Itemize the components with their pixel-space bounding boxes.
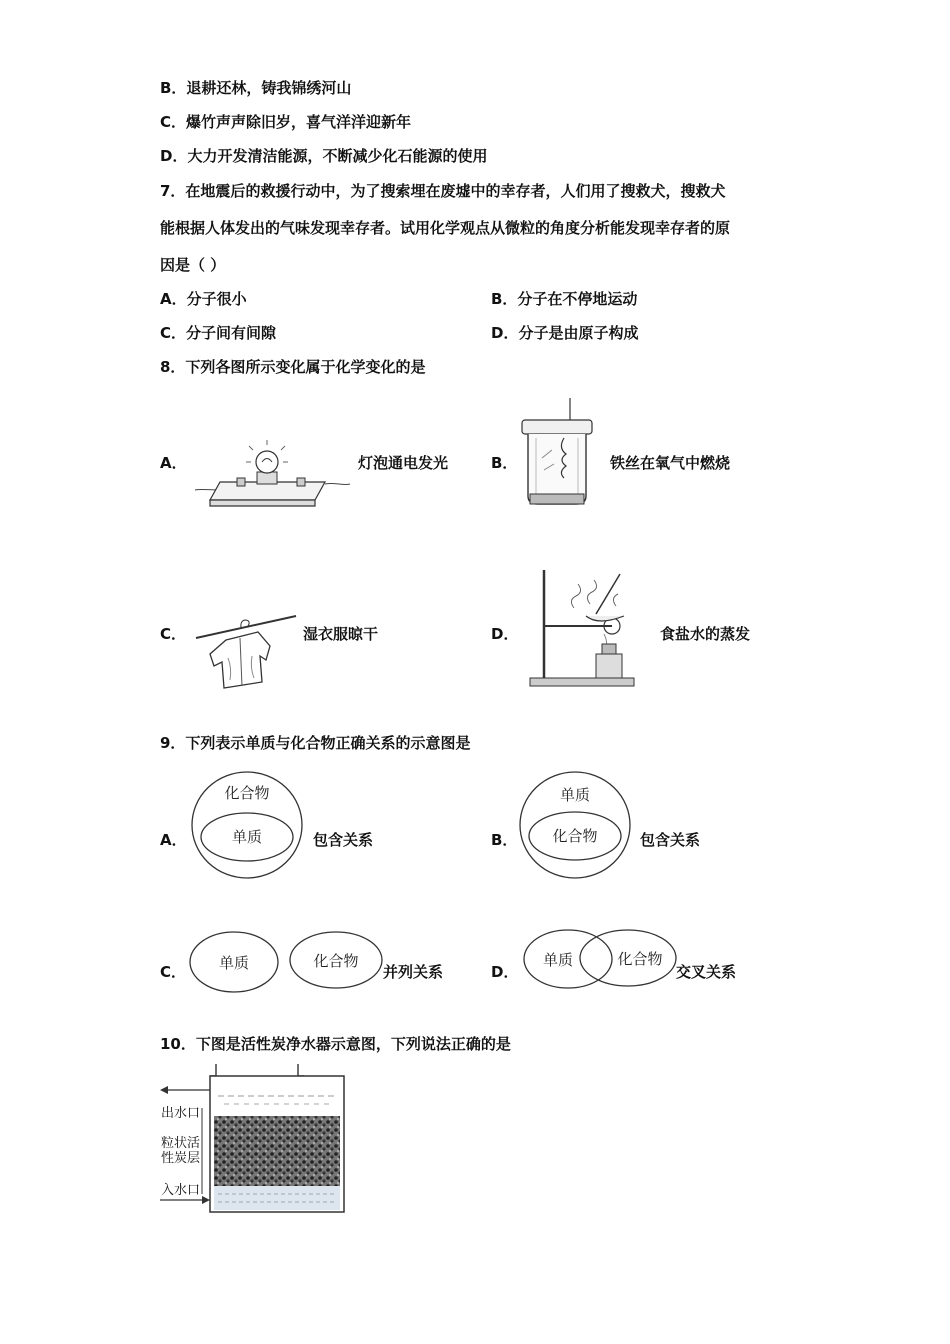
- venn-d-left-label: 单质: [542, 951, 574, 969]
- venn-a-inner-label: 单质: [231, 828, 263, 846]
- q8-option-c-letter: C．: [160, 625, 187, 643]
- q7-option-a: A．分子很小: [160, 290, 247, 308]
- q9-option-b-caption: 包含关系: [640, 831, 701, 849]
- q9-option-b-letter: B．: [491, 831, 518, 849]
- q7-option-c: C．分子间有间隙: [160, 324, 277, 342]
- q7-stem-line1: 7．在地震后的救援行动中，为了搜索埋在废墟中的幸存者，人们用了搜救犬，搜救犬: [160, 182, 726, 200]
- q9-option-c-letter: C．: [160, 963, 187, 981]
- venn-a-compound-contains-element: [190, 770, 315, 882]
- q9-option-c-caption: 并列关系: [383, 963, 444, 981]
- q6-option-b: B．退耕还林，铸我锦绣河山: [160, 79, 352, 97]
- light-bulb-illustration: [195, 440, 355, 510]
- q7-option-d: D．分子是由原子构成: [491, 324, 639, 342]
- q8-option-a-caption: 灯泡通电发光: [358, 454, 449, 472]
- venn-b-inner-label: 化合物: [552, 827, 598, 845]
- salt-water-evaporation-illustration: [528, 568, 636, 688]
- q8-option-c-caption: 湿衣服晾干: [303, 625, 379, 643]
- q8-stem: 8．下列各图所示变化属于化学变化的是: [160, 358, 426, 376]
- wet-clothes-illustration: [196, 598, 296, 690]
- q8-option-d-caption: 食盐水的蒸发: [660, 625, 751, 643]
- q10-label-carbon-line2: 性炭层: [161, 1151, 201, 1166]
- q9-option-a-caption: 包含关系: [313, 831, 374, 849]
- q9-option-d-caption: 交叉关系: [676, 963, 737, 981]
- q10-stem: 10．下图是活性炭净水器示意图，下列说法正确的是: [160, 1035, 511, 1053]
- q7-stem-line2: 能根据人体发出的气味发现幸存者。试用化学观点从微粒的角度分析能发现幸存者的原: [160, 219, 731, 237]
- q8-option-d-letter: D．: [491, 625, 519, 643]
- venn-c-left-label: 单质: [218, 954, 250, 972]
- venn-a-outer-label: 化合物: [224, 784, 270, 802]
- q10-label-outlet: 出水口: [161, 1106, 201, 1121]
- venn-b-element-contains-compound: [518, 770, 643, 882]
- q10-label-inlet: 入水口: [161, 1183, 201, 1198]
- q9-option-a-letter: A．: [160, 831, 187, 849]
- q9-option-d-letter: D．: [491, 963, 519, 981]
- q7-option-b: B．分子在不停地运动: [491, 290, 638, 308]
- q8-option-b-caption: 铁丝在氧气中燃烧: [610, 454, 731, 472]
- q8-option-b-letter: B．: [491, 454, 518, 472]
- q6-option-d: D．大力开发清洁能源，不断减少化石能源的使用: [160, 147, 488, 165]
- q10-label-carbon-line1: 粒状活: [161, 1136, 201, 1151]
- iron-wire-jar-illustration: [518, 398, 598, 510]
- q8-option-a-letter: A．: [160, 454, 187, 472]
- venn-c-parallel: [188, 930, 386, 994]
- venn-d-right-label: 化合物: [617, 950, 663, 968]
- venn-d-intersecting: [522, 928, 682, 990]
- q6-option-c: C．爆竹声声除旧岁，喜气洋洋迎新年: [160, 113, 412, 131]
- venn-b-outer-label: 单质: [559, 786, 591, 804]
- q9-stem: 9．下列表示单质与化合物正确关系的示意图是: [160, 734, 471, 752]
- venn-c-right-label: 化合物: [313, 952, 359, 970]
- q7-stem-line3: 因是（ ）: [160, 256, 226, 274]
